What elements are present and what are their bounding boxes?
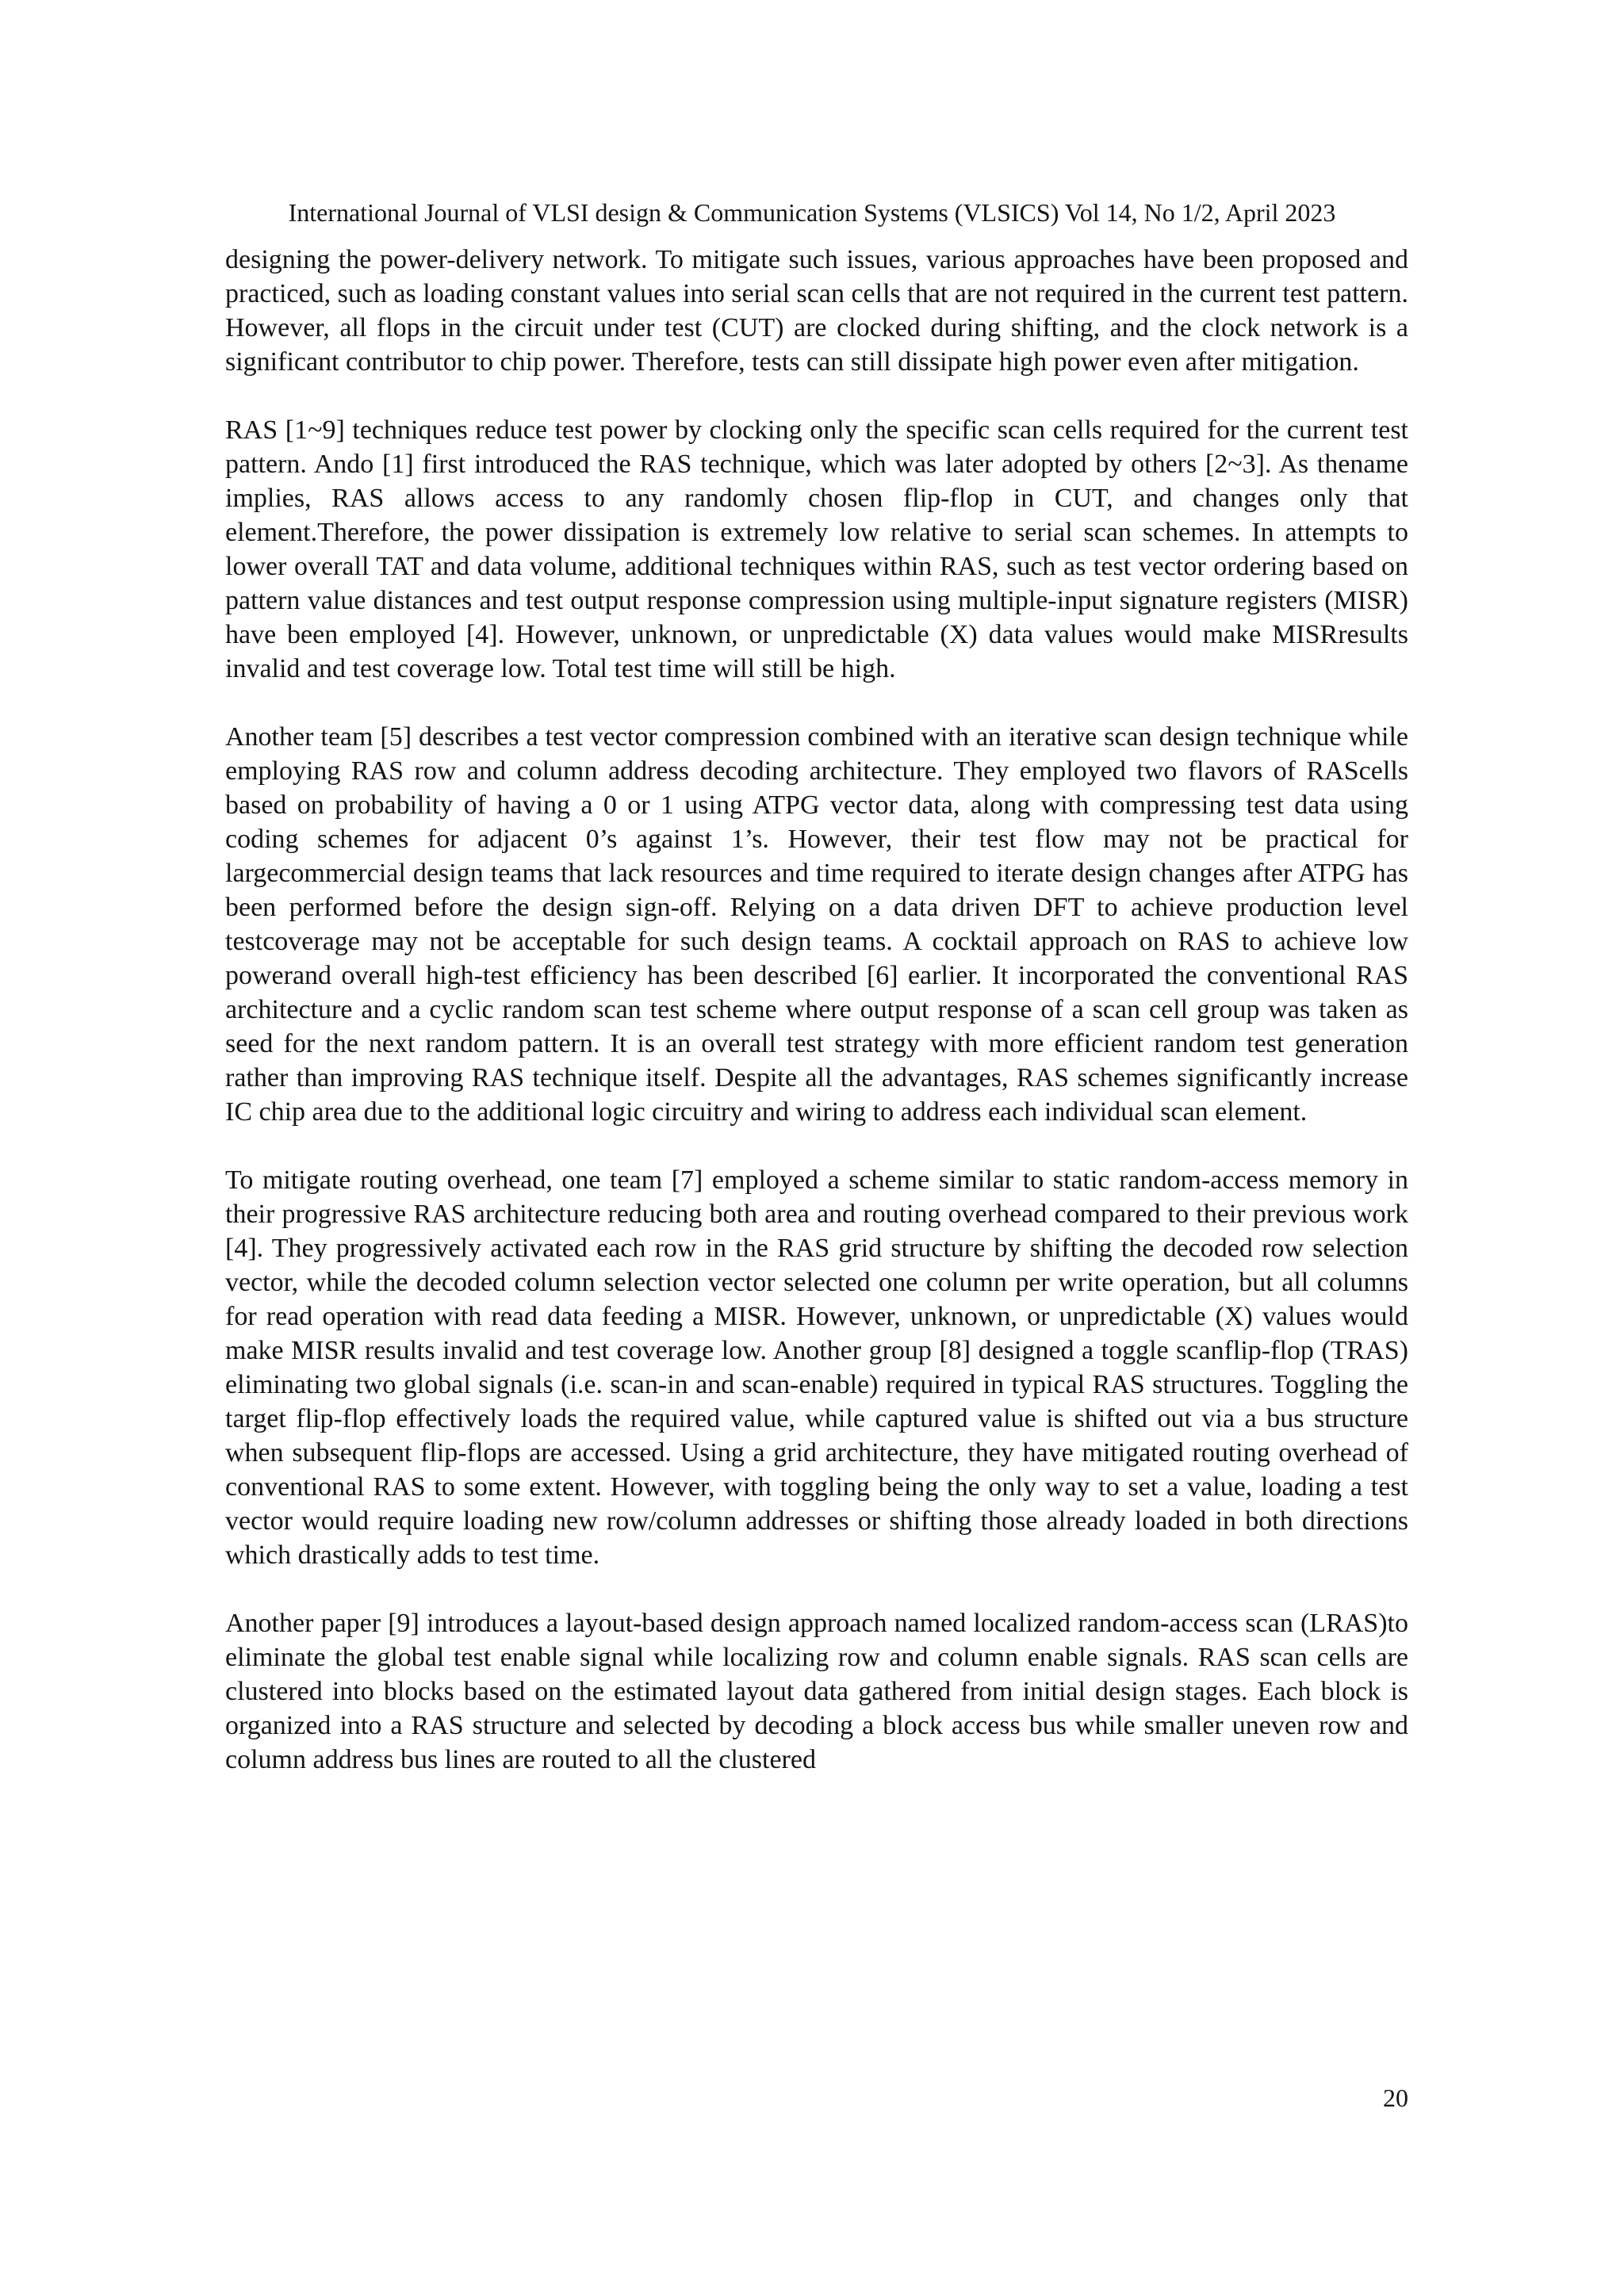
body-text [225,243,1408,1777]
paragraph-test-vector-compression: Another team [5] describes a test vector compression combined with an iterative scan design technique while employing RAS row and column address decoding architecture. They employed two flavors of RAScells based on probability of having a 0 or 1 using ATPG vector data, along with compressing test data using coding schemes for adjacent 0’s against 1’s. However, their test flow may not be practical for largecommercial design teams that lack resources and time required to iterate design changes after ATPG has been performed before the design sign-off. Relying on a data driven DFT to achieve production level testcoverage may not be acceptable for such design teams. A cocktail approach on RAS to achieve low powerand overall high-test efficiency has been described [6] earlier. It incorporated the conventional RAS architecture and a cyclic random scan test scheme where output response of a scan cell group was taken as seed for the next random pattern. It is an overall test strategy with more efficient random test generation rather than improving RAS technique itself. Despite all the advantages, RAS schemes significantly increase IC chip area due to the additional logic circuitry and wiring to address each individual scan element. [225,722,1408,1127]
paragraph-ras-techniques: RAS [1~9] techniques reduce test power by clocking only the specific scan cells required for the current test pattern. Ando [1] first introduced the RAS technique, which was later adopted by others [2~3]. As thename implies, RAS allows access to any randomly chosen flip-flop in CUT, and changes only that element.Therefore, the power dissipation is extremely low relative to serial scan schemes. In attempts to lower overall TAT and data volume, additional techniques within RAS, such as test vector ordering based on pattern value distances and test output response compression using multiple-input signature registers (MISR) have been employed [4]. However, unknown, or unpredictable (X) data values would make MISRresults invalid and test coverage low. Total test time will still be high. [225,415,1408,683]
paragraph-power-delivery: designing the power-delivery network. To mitigate such issues, various approaches have been proposed and practiced, such as loading constant values into serial scan cells that are not required in the current test pattern. However, all flops in the circuit under test (CUT) are clocked during shifting, and the clock network is a significant contributor to chip power. Therefore, tests can still dissipate high power even after mitigation. [225,245,1408,377]
journal-running-header: International Journal of VLSI design & Communication Systems (VLSICS) Vol 14, No 1/2, April 2023 [288,198,1336,227]
page-number: 20 [1383,2084,1408,2112]
paragraph-lras: Another paper [9] introduces a layout-based design approach named localized random-access scan (LRAS)to eliminate the global test enable signal while localizing row and column enable signals. RAS scan cells are clustered into blocks based on the estimated layout data gathered from initial design stages. Each block is organized into a RAS structure and selected by decoding a block access bus while smaller uneven row and column address bus lines are routed to all the clustered [225,1609,1408,1774]
paragraph-routing-overhead: To mitigate routing overhead, one team [7] employed a scheme similar to static random-access memory in their progressive RAS architecture reducing both area and routing overhead compared to their previous work [4]. They progressively activated each row in the RAS grid structure by shifting the decoded row selection vector, while the decoded column selection vector selected one column per write operation, but all columns for read operation with read data feeding a MISR. However, unknown, or unpredictable (X) values would make MISR results invalid and test coverage low. Another group [8] designed a toggle scanflip-flop (TRAS) eliminating two global signals (i.e. scan-in and scan-enable) required in typical RAS structures. Toggling the target flip-flop effectively loads the required value, while captured value is shifted out via a bus structure when subsequent flip-flops are accessed. Using a grid architecture, they have mitigated routing overhead of conventional RAS to some extent. However, with toggling being the only way to set a value, loading a test vector would require loading new row/column addresses or shifting those already loaded in both directions which drastically adds to test time. [225,1165,1408,1570]
